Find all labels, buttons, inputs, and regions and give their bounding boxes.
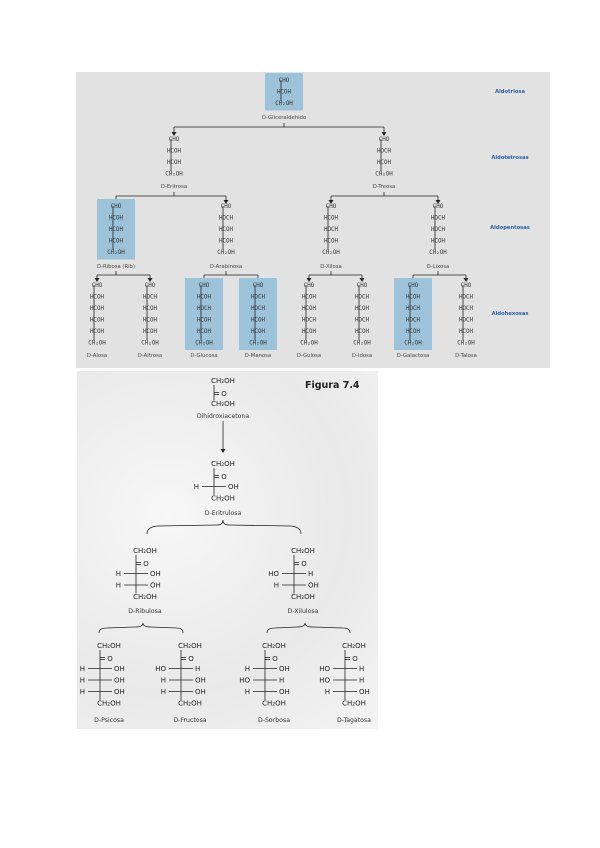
fischer-row: CHO bbox=[407, 283, 419, 289]
right-oh: OH bbox=[114, 665, 125, 673]
carbonyl-oxygen: O bbox=[352, 655, 358, 663]
fischer-row: HCOH bbox=[406, 329, 420, 335]
left-h: H bbox=[160, 688, 166, 696]
fischer-row: HOCH bbox=[355, 294, 369, 301]
fischer-row: CH₂OH bbox=[429, 250, 447, 256]
left-h: H bbox=[115, 581, 121, 590]
fischer-row: CHO bbox=[144, 283, 156, 289]
fischer-row: HCOH bbox=[459, 329, 473, 335]
compound-name: D-Sorbosa bbox=[258, 717, 290, 724]
carbonyl-oxygen: O bbox=[188, 655, 194, 663]
fischer-row: HCOH bbox=[355, 329, 369, 335]
left-h: H bbox=[324, 688, 330, 696]
fischer-row: HOCH bbox=[459, 306, 473, 312]
fischer-row: HOCH bbox=[459, 317, 473, 324]
fischer-row: CH₂OH bbox=[141, 340, 159, 347]
fischer-row: CHO bbox=[252, 283, 264, 289]
right-oh: OH bbox=[195, 676, 206, 685]
fischer-row: CHO bbox=[325, 204, 337, 210]
tree-arrow-head bbox=[360, 278, 365, 282]
right-oh: OH bbox=[195, 688, 206, 696]
fischer-row: HCOH bbox=[251, 317, 265, 324]
fischer-row: CH₂OH bbox=[217, 250, 235, 256]
fischer-row: HCOH bbox=[143, 306, 157, 312]
fischer-row: CHO bbox=[91, 283, 103, 289]
left-h: H bbox=[79, 676, 85, 685]
branch-brace bbox=[267, 623, 350, 633]
fischer-row: HCOH bbox=[90, 294, 104, 301]
ketose-arrow-head bbox=[221, 449, 226, 453]
carbonyl-oxygen: O bbox=[107, 655, 113, 663]
fischer-row: HCOH bbox=[324, 238, 338, 245]
tree-arrow-head bbox=[464, 278, 469, 282]
compound-name: D-Alosa bbox=[86, 353, 108, 359]
fischer-row: HCOH bbox=[302, 306, 316, 312]
fischer-row: CH₂OH bbox=[375, 171, 393, 178]
compound-name: D-Manosa bbox=[244, 353, 272, 359]
left-h: H bbox=[244, 665, 250, 673]
compound-name: D-Xilosa bbox=[320, 264, 342, 270]
fischer-row: HCOH bbox=[90, 317, 104, 324]
tree-arrow-head bbox=[148, 278, 153, 282]
fischer-row: HCOH bbox=[355, 306, 369, 312]
ch2oh-top: CH₂OH bbox=[262, 642, 286, 650]
right-oh: OH bbox=[150, 570, 161, 578]
compound-name: D-Gulosa bbox=[296, 353, 322, 359]
figure-label: Figura 7.4 bbox=[305, 380, 360, 391]
left-h: H bbox=[115, 570, 121, 578]
left-h: H bbox=[273, 581, 279, 590]
fischer-row: CH₂OH bbox=[107, 250, 125, 256]
left-h: H bbox=[79, 665, 85, 673]
fischer-row: HCOH bbox=[219, 238, 233, 245]
left-h: H bbox=[193, 483, 199, 491]
compound-name: D-Psicosa bbox=[94, 717, 124, 724]
carbonyl-oxygen: O bbox=[221, 473, 227, 481]
fischer-row: CH₂OH bbox=[88, 340, 106, 347]
ch2oh-bottom: CH₂OH bbox=[291, 593, 315, 601]
compound-name: D-Talosa bbox=[455, 353, 477, 359]
right-oh: OH bbox=[150, 581, 161, 590]
compound-name: D-Glucosa bbox=[190, 353, 218, 359]
compound-name: D-Arabinosa bbox=[209, 264, 243, 270]
left-ho: HO bbox=[239, 676, 250, 685]
fischer-row: HCOH bbox=[406, 294, 420, 301]
fischer-row: HOCH bbox=[251, 306, 265, 312]
compound-name: D-Idosa bbox=[351, 353, 373, 359]
fischer-row: HOCH bbox=[143, 294, 157, 301]
ch2oh-top: CH₂OH bbox=[97, 642, 121, 650]
fischer-row: HCOH bbox=[90, 306, 104, 312]
fischer-row: CH₂OH bbox=[165, 171, 183, 178]
right-h: H bbox=[308, 570, 314, 578]
fischer-row: HOCH bbox=[324, 227, 338, 233]
fischer-row: CHO bbox=[303, 283, 315, 289]
level-label: Aldohexosas bbox=[491, 311, 529, 317]
fischer-row: HOCH bbox=[197, 306, 211, 312]
fischer-row: HOCH bbox=[431, 215, 445, 222]
tree-arrow-head bbox=[95, 278, 100, 282]
right-oh: OH bbox=[279, 665, 290, 673]
fischer-row: CHO bbox=[168, 137, 180, 143]
fischer-row: CH₂OH bbox=[275, 101, 293, 107]
fischer-row: HCOH bbox=[277, 89, 291, 96]
right-h: H bbox=[279, 676, 285, 685]
ch2oh-bottom: CH₂OH bbox=[211, 494, 235, 503]
fischer-row: CHO bbox=[220, 204, 232, 210]
carbonyl-oxygen: O bbox=[143, 560, 149, 568]
left-ho: HO bbox=[268, 570, 279, 578]
fischer-row: CHO bbox=[198, 283, 210, 289]
fischer-row: CH₂OH bbox=[404, 340, 422, 347]
compound-name: D-Fructosa bbox=[173, 717, 207, 724]
branch-brace bbox=[99, 623, 183, 633]
ketose-family-diagram bbox=[77, 371, 378, 729]
right-oh: OH bbox=[308, 581, 319, 590]
right-h: H bbox=[359, 665, 365, 673]
fischer-row: HCOH bbox=[167, 148, 181, 155]
fischer-row: HOCH bbox=[219, 215, 233, 222]
fischer-row: HCOH bbox=[197, 317, 211, 324]
ch2oh-top: CH₂OH bbox=[178, 642, 202, 650]
left-h: H bbox=[244, 688, 250, 696]
fischer-row: HCOH bbox=[302, 294, 316, 301]
right-h: H bbox=[195, 665, 201, 673]
carbonyl-oxygen: O bbox=[301, 560, 307, 568]
left-h: H bbox=[160, 676, 166, 685]
ch2oh-bottom: CH₂OH bbox=[262, 699, 286, 708]
fischer-row: CHO bbox=[356, 283, 368, 289]
ch2oh-bottom: CH₂OH bbox=[133, 593, 157, 601]
fischer-row: HOCH bbox=[459, 294, 473, 301]
fischer-row: HCOH bbox=[109, 227, 123, 233]
fischer-row: HCOH bbox=[167, 160, 181, 166]
compound-name: D-Tagatosa bbox=[337, 717, 371, 724]
fischer-row: HCOH bbox=[302, 329, 316, 335]
fischer-row: HCOH bbox=[197, 329, 211, 335]
ch2oh-top: CH₂OH bbox=[291, 547, 315, 555]
right-h: H bbox=[359, 676, 365, 685]
compound-name: D-Eritrosa bbox=[160, 184, 188, 190]
level-label: Aldotriosa bbox=[494, 89, 526, 95]
tree-arrow-head bbox=[307, 278, 312, 282]
fischer-row: CH₂OH bbox=[195, 340, 213, 347]
fischer-row: CH₂OH bbox=[457, 340, 475, 347]
compound-name: D-Lixosa bbox=[426, 264, 450, 270]
fischer-row: CH₂OH bbox=[322, 250, 340, 256]
branch-brace bbox=[147, 520, 301, 534]
carbonyl-oxygen: O bbox=[272, 655, 278, 663]
fischer-row: HCOH bbox=[251, 329, 265, 335]
fischer-row: CHO bbox=[378, 137, 390, 143]
left-h: H bbox=[79, 688, 85, 696]
fischer-row: HCOH bbox=[143, 329, 157, 335]
compound-name: D-Treosa bbox=[372, 184, 396, 190]
fischer-row: CHO bbox=[432, 204, 444, 210]
left-ho: HO bbox=[319, 665, 330, 673]
fischer-row: HCOH bbox=[143, 317, 157, 324]
fischer-row: HOCH bbox=[355, 317, 369, 324]
ch2oh-top: CH₂OH bbox=[133, 547, 157, 555]
right-oh: OH bbox=[114, 676, 125, 685]
fischer-row: HCOH bbox=[109, 215, 123, 222]
compound-name: Dihidroxiacetona bbox=[196, 413, 250, 420]
fischer-row: HOCH bbox=[431, 227, 445, 233]
carbonyl-oxygen: O bbox=[221, 390, 227, 398]
ch2oh-top: CH₂OH bbox=[211, 377, 235, 385]
compound-name: D-Ribosa (Rib) bbox=[96, 264, 136, 270]
right-oh: OH bbox=[114, 688, 125, 696]
compound-name: D-Altrosa bbox=[137, 353, 163, 359]
fischer-row: HCOH bbox=[219, 227, 233, 233]
ketose-family-panel bbox=[77, 371, 378, 729]
ch2oh-bottom: CH₂OH bbox=[211, 400, 235, 408]
compound-name: D-Gliceraldehido bbox=[261, 115, 307, 121]
fischer-row: CHO bbox=[460, 283, 472, 289]
fischer-row: HOCH bbox=[406, 317, 420, 324]
tree-arrow-head bbox=[382, 132, 387, 136]
right-oh: OH bbox=[228, 483, 239, 491]
tree-arrow-head bbox=[172, 132, 177, 136]
fischer-row: HOCH bbox=[377, 148, 391, 155]
ch2oh-bottom: CH₂OH bbox=[97, 699, 121, 708]
ch2oh-top: CH₂OH bbox=[211, 460, 235, 468]
fischer-row: CH₂OH bbox=[300, 340, 318, 347]
fischer-row: HCOH bbox=[431, 238, 445, 245]
left-ho: HO bbox=[319, 676, 330, 685]
fischer-row: CHO bbox=[278, 78, 290, 84]
fischer-row: HCOH bbox=[377, 160, 391, 166]
level-label: Aldopentosas bbox=[490, 225, 530, 231]
compound-name: D-Eritrulosa bbox=[204, 510, 242, 517]
fischer-row: HCOH bbox=[109, 238, 123, 245]
compound-name: D-Ribulosa bbox=[128, 608, 162, 615]
ch2oh-bottom: CH₂OH bbox=[178, 699, 202, 708]
ch2oh-top: CH₂OH bbox=[342, 642, 366, 650]
fischer-row: HOCH bbox=[302, 317, 316, 324]
level-label: Aldotetrosas bbox=[491, 155, 529, 161]
fischer-row: CH₂OH bbox=[353, 340, 371, 347]
left-ho: HO bbox=[155, 665, 166, 673]
aldose-family-panel bbox=[76, 72, 550, 368]
fischer-row: HCOH bbox=[197, 294, 211, 301]
right-oh: OH bbox=[359, 688, 370, 696]
fischer-row: HCOH bbox=[90, 329, 104, 335]
right-oh: OH bbox=[279, 688, 290, 696]
fischer-row: CHO bbox=[110, 204, 122, 210]
compound-name: D-Galactosa bbox=[396, 353, 430, 359]
compound-name: D-Xilulosa bbox=[287, 608, 319, 615]
fischer-row: HOCH bbox=[251, 294, 265, 301]
fischer-row: CH₂OH bbox=[249, 340, 267, 347]
ch2oh-bottom: CH₂OH bbox=[342, 699, 366, 708]
fischer-row: HOCH bbox=[406, 306, 420, 312]
aldose-family-diagram bbox=[76, 72, 550, 368]
fischer-row: HCOH bbox=[324, 215, 338, 222]
